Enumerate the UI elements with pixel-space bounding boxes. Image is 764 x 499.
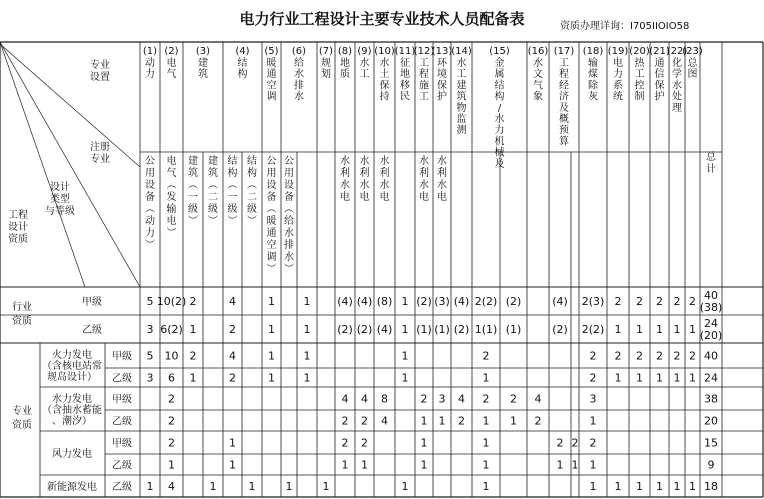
cell-value: 2 — [614, 349, 622, 363]
cell-value: (1) — [505, 323, 522, 336]
cell-value: 2 — [689, 349, 696, 363]
cell-value: 15 — [704, 436, 718, 450]
major-number: (14) — [451, 46, 472, 57]
cell-value: 1 — [268, 295, 275, 308]
cell-value: 9 — [707, 458, 715, 472]
cell-value: (4) — [453, 295, 470, 308]
cell-value: 2 — [589, 436, 597, 450]
cell-value: 1 — [673, 480, 681, 493]
major-name: 工程经济及概预算 — [559, 58, 569, 148]
cell-value: 2 — [229, 323, 236, 336]
cell-value: 1 — [673, 371, 681, 385]
cell-value: 24 — [704, 371, 718, 385]
cell-value: (2) — [416, 295, 432, 308]
cell-value: 2 — [656, 349, 663, 363]
major-number: (23) — [682, 46, 703, 57]
cell-value: 1 — [361, 458, 368, 472]
grid-line — [0, 42, 140, 287]
major-name: 化学水处理 — [672, 58, 682, 114]
cell-value: 2(2) — [581, 323, 605, 336]
cell-value: (2) — [505, 295, 522, 308]
cell-value: 2 — [589, 371, 597, 385]
major-name: 环境保护 — [437, 58, 447, 103]
major-name: 水工 — [359, 58, 370, 81]
major-name: 金属结构/水力机械及 — [494, 58, 505, 170]
cell-value: 1 — [285, 480, 293, 493]
cell-value: 2 — [420, 392, 428, 406]
cell-value: 40 — [704, 349, 718, 363]
major-name: 电力系统 — [613, 58, 623, 103]
major-name: 动力 — [145, 58, 155, 81]
power-type-label: 、潮汐） — [52, 416, 92, 427]
major-number: (10) — [374, 46, 395, 57]
major-name: 通信保护 — [654, 58, 665, 103]
cell-value: 4 — [458, 392, 465, 406]
cell-value: 1 — [401, 349, 409, 363]
cell-value: 3 — [146, 323, 154, 336]
cell-value: 1 — [268, 371, 275, 385]
cell-value: 2 — [510, 392, 517, 406]
cell-value: 1 — [673, 323, 681, 336]
major-number: (12) — [413, 46, 435, 57]
major-name: 地质 — [340, 58, 350, 81]
power-type-label: （含抽水蓄能 — [42, 405, 102, 416]
cell-value: 1 — [168, 458, 175, 472]
cell-value: 2 — [168, 392, 175, 406]
reg-major-label: 水利水电 — [437, 156, 447, 203]
major-name: 工程施工 — [419, 58, 429, 103]
cell-value: 2 — [341, 414, 349, 428]
major-number: (15) — [489, 46, 510, 57]
cell-value: 1 — [571, 458, 579, 472]
cell-value: 10 — [164, 349, 179, 363]
cell-value: 2 — [482, 392, 490, 406]
cell-value: 3 — [589, 392, 597, 406]
document-id: 资质办理详询：I705IIOIO58 — [560, 21, 690, 32]
cell-value: 2 — [189, 295, 197, 308]
reg-major-label: 电气︵发输电︶ — [166, 156, 177, 239]
cell-value: 1 — [189, 323, 197, 336]
grade-label: 乙级 — [112, 460, 132, 472]
cell-value: 1 — [636, 323, 643, 336]
cell-value: 1 — [656, 371, 663, 385]
corner-design-label: 类型 — [50, 194, 70, 205]
cell-value: 5 — [146, 295, 154, 308]
total-value: (20) — [699, 329, 723, 342]
cell-value: 18 — [704, 480, 718, 493]
reg-major-label: 水利水电 — [359, 156, 370, 203]
cell-value: (1) — [416, 323, 432, 336]
corner-major-label: 专业 — [90, 60, 110, 71]
cell-value: 4 — [229, 295, 236, 308]
cell-value: 2 — [168, 414, 175, 428]
major-number: (20) — [629, 46, 650, 57]
major-number: (6) — [291, 46, 307, 57]
total-label: 总 — [706, 152, 716, 163]
cell-value: (1) — [434, 323, 450, 336]
cell-value: 1 — [656, 480, 663, 493]
grade-label: 乙级 — [82, 325, 102, 336]
cell-value: 2 — [361, 436, 368, 450]
cell-value: (3) — [434, 295, 450, 308]
cell-value: 1 — [689, 480, 696, 493]
cell-value: 1 — [268, 323, 275, 336]
reg-major-label: 水利水电 — [340, 156, 350, 203]
cell-value: 4 — [341, 392, 349, 406]
cell-value: 6(2) — [160, 323, 183, 336]
cell-value: 1 — [689, 323, 696, 336]
total-label: 计 — [706, 164, 716, 175]
grid-line — [0, 42, 85, 287]
major-name: 征地移民 — [400, 58, 410, 103]
grid-line — [0, 44, 140, 167]
major-number: (7) — [318, 46, 334, 57]
major-number: (3) — [195, 46, 211, 57]
reg-major-label: 结构︵二级︶ — [247, 156, 257, 227]
cell-value: 2 — [556, 436, 564, 450]
cell-value: 1 — [589, 480, 597, 493]
cell-value: 1 — [689, 371, 696, 385]
cell-value: 38 — [704, 392, 718, 406]
cell-value: 2 — [361, 414, 368, 428]
major-number: (19) — [607, 46, 629, 57]
major-number: (22) — [666, 46, 688, 57]
major-name: 热工控制 — [634, 58, 645, 103]
major-name: 水工建筑物监测 — [456, 58, 467, 137]
major-number: (8) — [337, 46, 353, 57]
cell-value: 2 — [614, 295, 622, 308]
cell-value: (2) — [552, 323, 568, 336]
cell-value: 1 — [401, 371, 409, 385]
cell-value: 1 — [636, 480, 643, 493]
total-value: (38) — [699, 301, 723, 314]
reg-major-label: 公用设备︵暖通空调︶ — [266, 156, 277, 275]
grade-label: 甲级 — [112, 438, 132, 450]
cell-value: 2 — [229, 371, 236, 385]
cell-value: (2) — [356, 323, 373, 336]
cell-value: 1 — [656, 323, 663, 336]
power-type-label: 火力发电 — [52, 350, 92, 361]
major-name: 电气 — [166, 58, 177, 81]
cell-value: 1 — [510, 414, 517, 428]
power-type-label: （含核电站常 — [42, 361, 102, 372]
cell-value: (2) — [453, 323, 470, 336]
major-name: 水文气象 — [533, 58, 543, 103]
grade-label: 乙级 — [112, 416, 132, 428]
cell-value: 2 — [673, 349, 681, 363]
cell-value: 1 — [636, 371, 643, 385]
major-name: 建筑 — [198, 58, 208, 81]
total-value: 24 — [704, 317, 718, 330]
cell-value: 1 — [209, 480, 217, 493]
cell-value: 2 — [168, 436, 175, 450]
corner-major-label: 设置 — [90, 72, 110, 83]
cell-value: (8) — [376, 295, 393, 308]
cell-value: 2 — [458, 414, 465, 428]
cell-value: 4 — [361, 392, 368, 406]
power-type-label: 水力发电 — [52, 394, 92, 405]
cell-value: 1 — [189, 371, 197, 385]
cell-value: 2 — [571, 436, 579, 450]
cell-value: 1 — [420, 458, 428, 472]
reg-major-label: 建筑︵二级︶ — [208, 156, 218, 227]
cell-value: 1 — [589, 458, 597, 472]
cell-value: 1 — [229, 436, 236, 450]
cell-value: 1 — [268, 349, 275, 363]
major-name: 水土保持 — [379, 58, 390, 103]
special-qual-label: 资质 — [12, 420, 32, 431]
power-type-label: 新能源发电 — [47, 482, 97, 493]
special-qual-label: 专业 — [12, 406, 32, 417]
grade-label: 甲级 — [112, 394, 132, 406]
corner-design-label: 与等级 — [45, 206, 75, 217]
cell-value: 3 — [146, 371, 154, 385]
grade-label: 甲级 — [112, 351, 132, 363]
cell-value: 1 — [303, 349, 311, 363]
major-number: (4) — [235, 46, 250, 57]
major-name: 暖通空调 — [266, 58, 277, 103]
corner-qual-label: 设计 — [8, 222, 28, 233]
corner-design-label: 设计 — [50, 182, 70, 193]
grade-label: 乙级 — [112, 373, 132, 385]
major-number: (18) — [582, 46, 604, 57]
reg-major-label: 水利水电 — [379, 156, 390, 203]
cell-value: 1(1) — [474, 323, 498, 336]
cell-value: 8 — [381, 392, 388, 406]
major-name: 规划 — [321, 58, 331, 81]
cell-value: 1 — [556, 458, 564, 472]
grade-label: 乙级 — [112, 482, 132, 493]
cell-value: 1 — [401, 323, 409, 336]
major-number: (21) — [649, 46, 670, 57]
major-name: 结构 — [237, 58, 248, 81]
major-number: (5) — [264, 46, 279, 57]
industry-qual-label: 资质 — [12, 316, 32, 327]
cell-value: 1 — [322, 480, 330, 493]
reg-major-label: 公用设备︵给水排水︶ — [284, 156, 294, 275]
cell-value: (4) — [376, 323, 393, 336]
cell-value: (4) — [552, 295, 568, 308]
reg-major-label: 建筑︵一级︶ — [188, 156, 198, 227]
reg-major-label: 结构︵一级︶ — [227, 156, 238, 227]
cell-value: 1 — [438, 414, 446, 428]
cell-value: 2 — [636, 295, 643, 308]
corner-qual-label: 资质 — [8, 234, 28, 245]
cell-value: 1 — [303, 323, 311, 336]
cell-value: 2(2) — [474, 295, 498, 308]
cell-value: 2 — [673, 295, 681, 308]
corner-qual-label: 工程 — [8, 210, 28, 221]
cell-value: 1 — [303, 295, 311, 308]
major-number: (17) — [553, 46, 575, 57]
cell-value: 1 — [229, 458, 236, 472]
cell-value: 1 — [482, 480, 490, 493]
cell-value: 1 — [614, 480, 622, 493]
major-number: (13) — [431, 46, 453, 57]
cell-value: 4 — [168, 480, 175, 493]
cell-value: 10(2) — [156, 295, 187, 308]
cell-value: 1 — [482, 436, 490, 450]
reg-major-label: 水利水电 — [419, 156, 429, 203]
major-number: (9) — [357, 46, 372, 57]
cell-value: 2 — [341, 436, 349, 450]
cell-value: 1 — [303, 371, 311, 385]
power-type-label: 风力发电 — [52, 449, 92, 460]
cell-value: 3 — [438, 392, 446, 406]
cell-value: 1 — [614, 371, 622, 385]
cell-value: 1 — [589, 414, 597, 428]
cell-value: 2 — [482, 349, 490, 363]
cell-value: 4 — [381, 414, 388, 428]
cell-value: 1 — [482, 371, 490, 385]
cell-value: 1 — [401, 295, 409, 308]
cell-value: 20 — [704, 414, 718, 428]
cell-value: 4 — [229, 349, 236, 363]
cell-value: 1 — [401, 480, 409, 493]
major-number: (1) — [142, 46, 158, 57]
cell-value: (2) — [337, 323, 353, 336]
cell-value: 1 — [614, 323, 622, 336]
grade-label: 甲级 — [82, 297, 102, 308]
corner-reg-label: 注册 — [90, 142, 110, 153]
cell-value: (4) — [356, 295, 373, 308]
cell-value: 1 — [341, 458, 349, 472]
cell-value: 6 — [168, 371, 175, 385]
cell-value: 4 — [534, 392, 542, 406]
cell-value: (4) — [337, 295, 353, 308]
cell-value: 1 — [248, 480, 256, 493]
cell-value: 2 — [189, 349, 197, 363]
cell-value: 2 — [636, 349, 643, 363]
cell-value: 5 — [146, 349, 154, 363]
reg-major-label: 公用设备︵动力︶ — [145, 156, 155, 251]
corner-reg-label: 专业 — [90, 154, 110, 165]
cell-value: 1 — [420, 436, 428, 450]
major-number: (11) — [394, 46, 416, 57]
major-name: 输煤除灰 — [588, 58, 598, 103]
cell-value: 2 — [656, 295, 663, 308]
power-type-label: 规岛设计） — [47, 372, 97, 383]
cell-value: 2 — [689, 295, 696, 308]
industry-qual-label: 行业 — [12, 302, 32, 313]
cell-value: 1 — [482, 458, 490, 472]
cell-value: 2 — [534, 414, 542, 428]
cell-value: 1 — [146, 480, 154, 493]
major-number: (2) — [164, 46, 179, 57]
page-title: 电力行业工程设计主要专业技术人员配备表 — [239, 10, 525, 28]
major-number: (16) — [527, 46, 549, 57]
cell-value: 1 — [482, 414, 490, 428]
major-name: 总图 — [687, 58, 698, 81]
cell-value: 2(3) — [581, 295, 605, 308]
major-name: 给水排水 — [294, 58, 304, 103]
cell-value: 2 — [589, 349, 597, 363]
total-value: 40 — [704, 289, 718, 302]
cell-value: 1 — [420, 414, 428, 428]
